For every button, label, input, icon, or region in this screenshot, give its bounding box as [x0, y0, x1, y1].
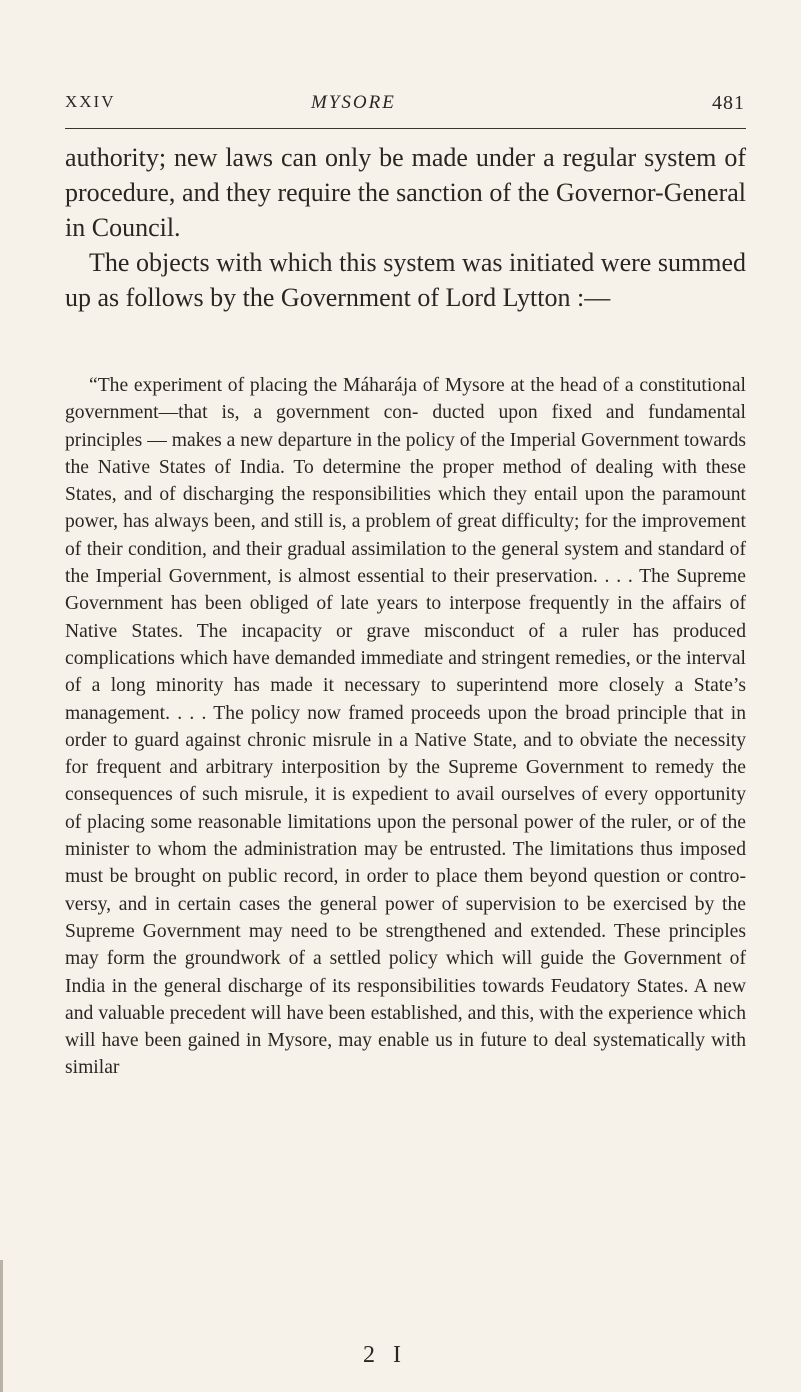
body-text: [65, 140, 746, 315]
signature-mark: 2 I: [363, 1342, 407, 1368]
running-header: [65, 92, 745, 116]
page-number: 481: [712, 92, 745, 114]
header-rule: [65, 128, 746, 129]
running-title: MYSORE: [311, 92, 396, 113]
paragraph-continuation: authority; new laws can only be made under a regular system of procedure, and they require the sanction of the Governor-General in Council.: [65, 143, 746, 242]
paragraph-intro: The objects with which this system was initiated were summed up as follows by the Government of Lord Lytton :—: [65, 248, 746, 312]
quote-text: “The experiment of placing the Máharája of Mysore at the head of a constitutional government—that is, a government con- ducted upon fixed and fundamental principles — makes a new departure in the policy of the Imperial Government towards the Native States of India. To determine the proper method of dealing with these States, and of discharging the responsibilities which they entail upon the paramount power, has always been, and still is, a problem of great difficulty; for the improvement of their condition, and their gradual assimilation to the general system and standard of the Imperial Government, is almost essential to their preservation. . . . The Supreme Government has been obliged of late years to interpose frequently in the affairs of Native States. The incapacity or grave misconduct of a ruler has produced complications which have demanded immediate and stringent remedies, or the interval of a long minority has made it necessary to superintend more closely a State’s management. . . . The policy now framed proceeds upon the broad principle that in order to guard against chronic misrule in a Native State, and to obviate the necessity for frequent and arbitrary interposition by the Supreme Government to remedy the consequences of such misrule, it is expedient to avail ourselves of every opportunity of placing some reasonable limitations upon the personal power of the ruler, or of the minister to whom the administration may be entrusted. The limitations thus imposed must be brought on public record, in order to place them beyond question or contro- versy, and in certain cases the general power of supervision to be exercised by the Supreme Government may need to be strengthened and extended. These principles may form the groundwork of a settled policy which will guide the Government of India in the general discharge of its responsibilities towards Feudatory States. A new and valuable precedent will have been established, and this, with the experience which will have been gained in Mysore, may enable us in future to deal systematically with similar: [65, 375, 746, 1079]
page-binding-edge: [0, 1260, 3, 1392]
block-quote: [65, 372, 746, 1082]
chapter-number: XXIV: [65, 92, 116, 111]
